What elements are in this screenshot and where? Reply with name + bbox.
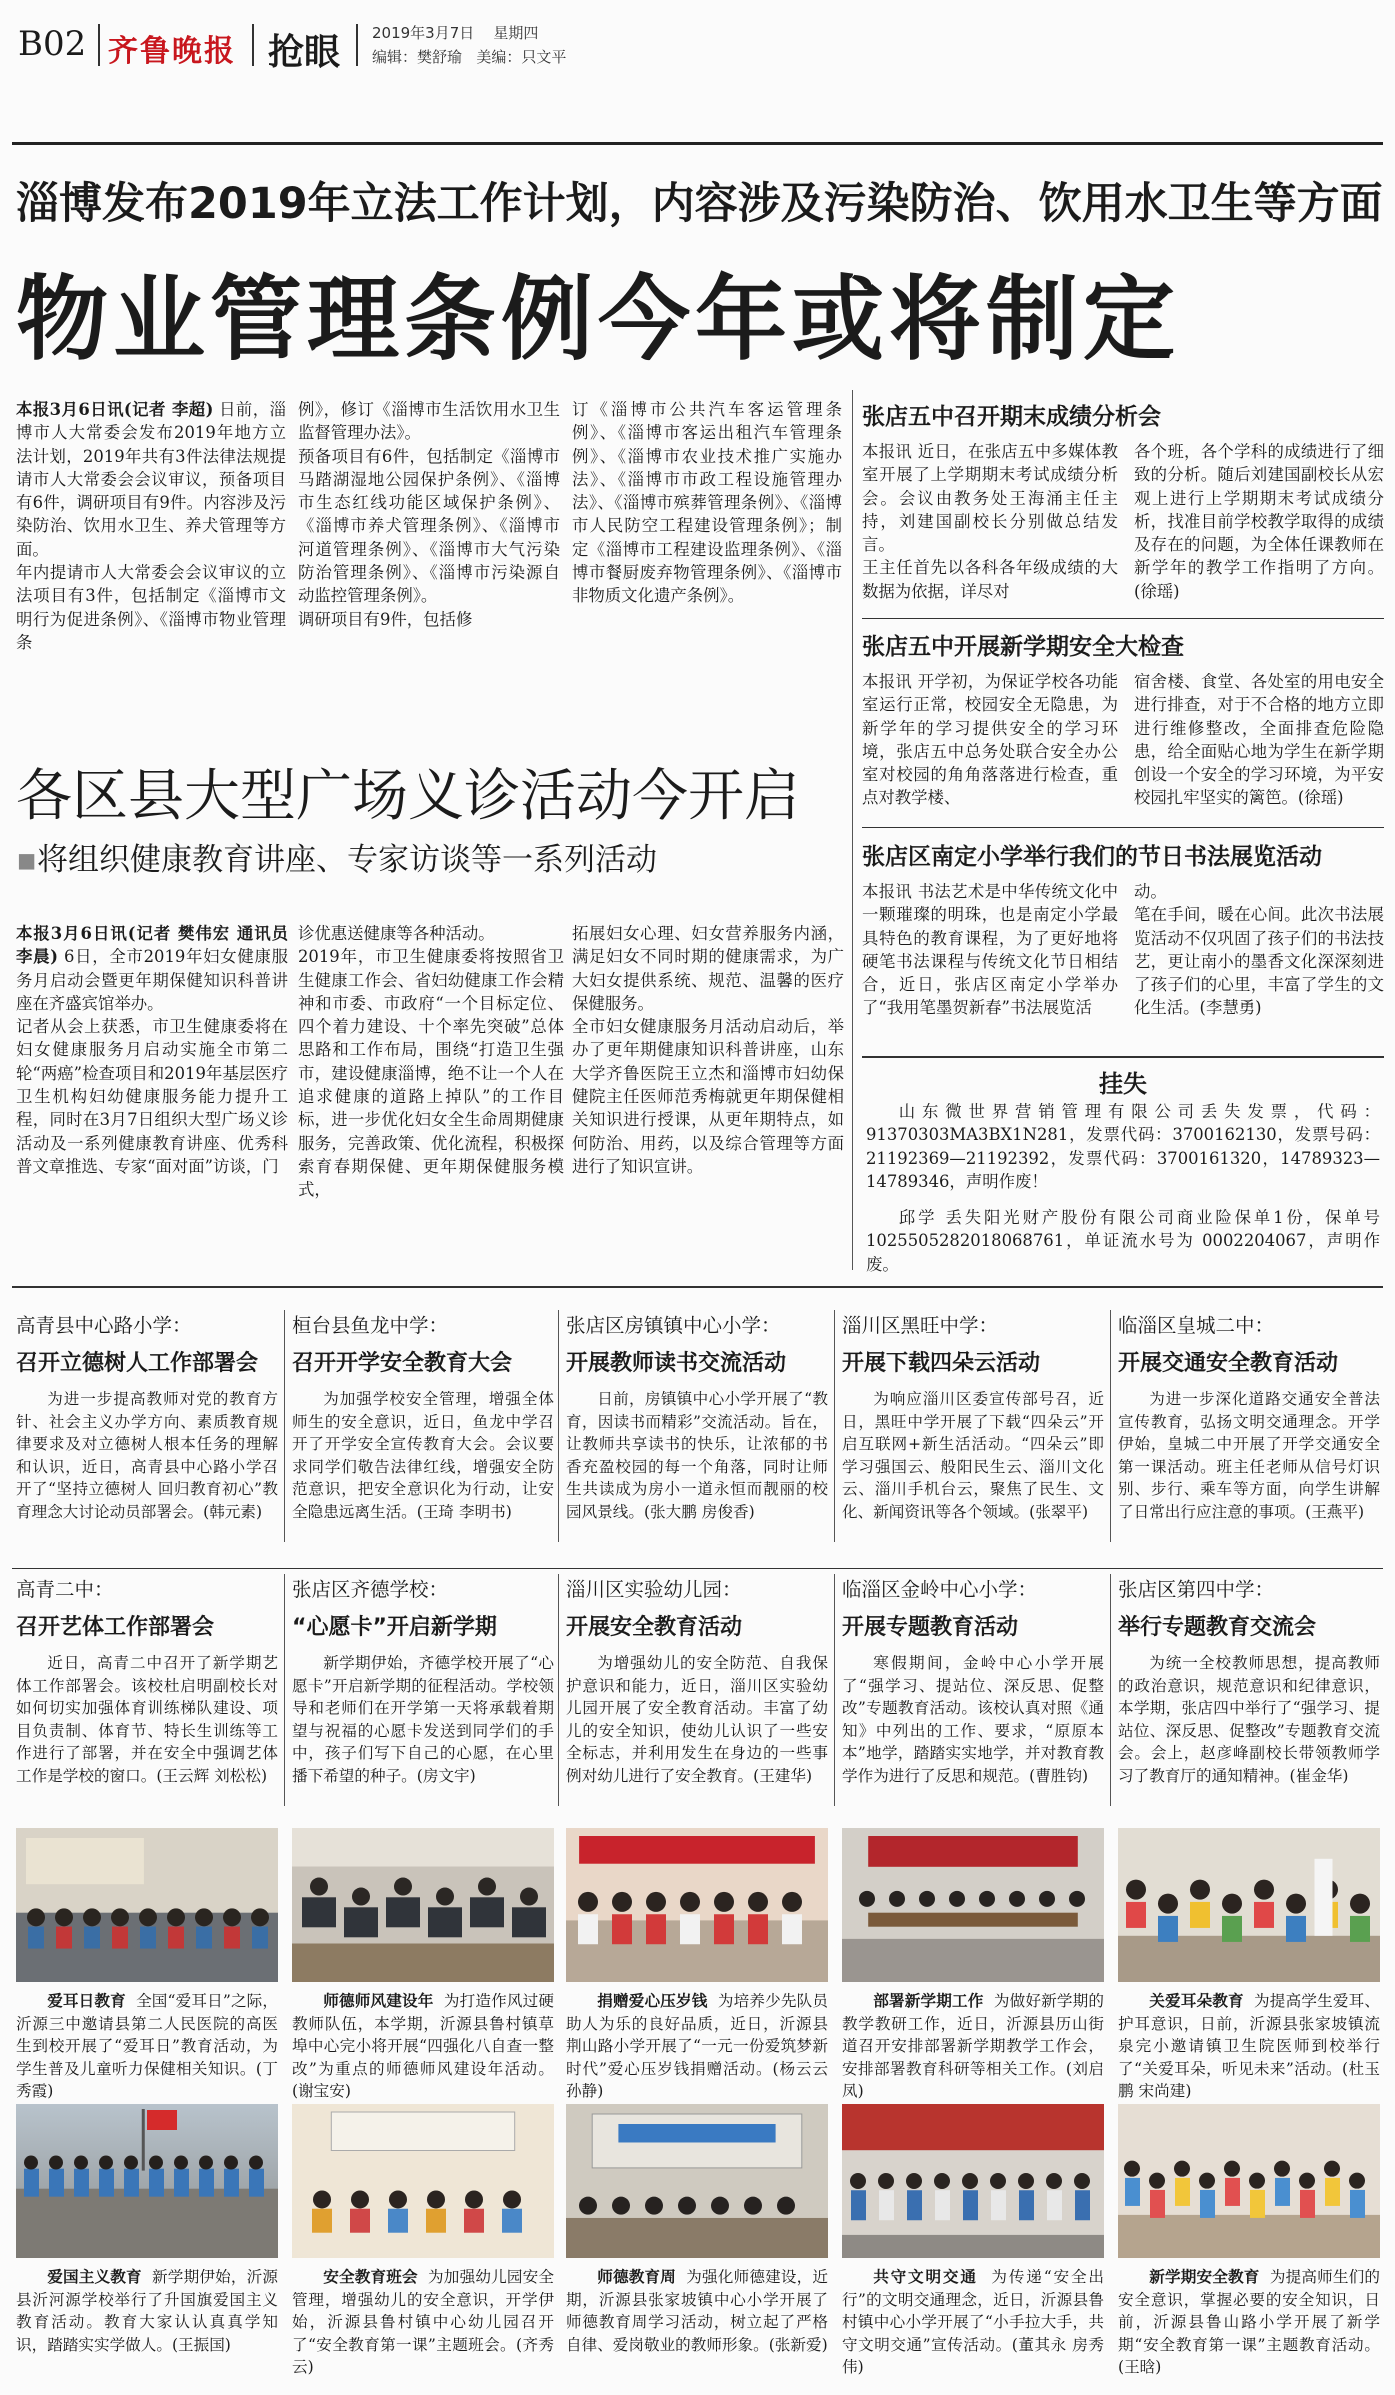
header-divider [356,24,358,66]
school-name: 张店区房镇镇中心小学： [566,1314,781,1337]
lead-byline: 本报3月6日讯(记者 李超) [16,400,214,419]
photo-caption [1118,2266,1380,2377]
block-title: 举行专题教育交流会 [1118,1615,1317,1640]
section-rule [12,1286,1383,1288]
photo-caption-text: 全国“爱耳日”之际，沂源三中邀请县第二人民医院的高医生到校开展了“爱耳日”教育活动，为学生普及儿童听力保健相关知识。(丁秀霞) [16,1992,278,2101]
issue-date: 2019年3月7日 星期四 [372,24,539,42]
photo-caption-text: 为打造作风过硬教师队伍，本学期，沂源县鲁村镇草埠中心完小将开展“四强化八自查一整改”为重点的师德师风建设年活动。(谢宝安) [292,1992,554,2101]
photo-caption-title: 爱耳日教育 [47,1991,126,2010]
block-title: 开展安全教育活动 [566,1615,743,1640]
photo-caption-title: 安全教育班会 [323,2267,418,2286]
right-story-3-title: 张店区南定小学举行我们的节日书法展览活动 [862,844,1322,870]
news-photo [16,1828,278,1982]
school-name: 桓台县鱼龙中学： [292,1314,449,1337]
right-story-1-title: 张店五中召开期末成绩分析会 [862,404,1161,430]
photo-caption-text: 为传递“安全出行”的文明交通理念，近日，沂源县鲁村镇中心小学开展了“小手拉大手，共守文明交通”宣传活动。(董其永 房秀伟) [842,2268,1104,2377]
block-body: 寒假期间，金岭中心小学开展了“强学习、提站位、深反思、促整改”专题教育活动。该校认真对照《通知》中列出的工作、要求，“原原本本”地学，踏踏实实地学，并对教育教学作为进行了反思和规范。(曹胜钧) [842,1654,1104,1786]
photo-caption [292,1990,554,2101]
column-divider [558,1310,559,1542]
column-divider [284,1310,285,1542]
school-name: 临淄区皇城二中： [1118,1314,1275,1337]
news-photo [842,1828,1104,1982]
news-photo [1118,2104,1380,2258]
block-title: “心愿卡”开启新学期 [292,1615,497,1640]
school-name: 淄川区黑旺中学： [842,1314,999,1337]
header-rule [12,142,1383,145]
right-story-1-col2: 各个班，各个学科的成绩进行了细致的分析。随后刘建国副校长从宏观上进行上学期期末考试成绩分析，找准目前学校教学取得的成绩及存在的问题，为全体任课教师在新学年的教学工作指明了方向。(徐瑶) [1134,442,1384,601]
right-story-3-col1: 本报讯 书法艺术是中华传统文化中一颗璀璨的明珠，也是南定小学最具特色的教育课程，为了更好地将硬笔书法课程与传统文化节日相结合，近日，张店区南定小学举办了“我用笔墨贺新春”书法展览活 [862,882,1118,1018]
photo-caption [292,2266,554,2377]
lead-kicker: 淄博发布2019年立法工作计划，内容涉及污染防治、饮用水卫生等方面 [16,179,1383,229]
divider [862,618,1384,619]
news-photo [292,1828,554,1982]
block-body: 为加强学校安全管理，增强全体师生的安全意识，近日，鱼龙中学召开了开学安全宣传教育大会。会议要求同学们敬告法律红线，增强安全防范意识，把安全意识化为行动，让安全隐患远离生活。(王琦 李明书) [292,1390,554,1522]
newspaper-logo: 齐鲁晚报 [108,34,236,69]
photo-caption [16,2266,278,2366]
photo-caption-text: 为做好新学期的教学教研工作，近日，沂源县历山街道召开安排部署新学期教学工作会，安排部署教育科研等相关工作。(刘启凤) [842,1992,1104,2101]
photo-caption-text: 为提高师生们的安全意识，掌握必要的安全知识，日前，沂源县鲁山路小学开展了新学期“安全教育第一课”主题教育活动。(王晗) [1118,2268,1380,2377]
block-title: 开展教师读书交流活动 [566,1351,787,1376]
column-divider [834,1310,835,1542]
photo-caption [842,1990,1104,2101]
news-photo [16,2104,278,2258]
block-body: 为进一步提高教师对党的教育方针、社会主义办学方向、素质教育规律要求及对立德树人根本任务的理解和认识，近日，高青县中心路小学召开了“坚持立德树人 回归教育初心”教育理念大讨论动员部署会。(韩元素) [16,1390,278,1522]
news-photo [1118,1828,1380,1982]
clinic-subhead: ▪将组织健康教育讲座、专家访谈等一系列活动 [16,842,658,878]
photo-caption [1118,1990,1380,2101]
block-title: 开展交通安全教育活动 [1118,1351,1339,1376]
column-divider [834,1574,835,1806]
photo-caption [566,2266,828,2366]
block-body: 为增强幼儿的安全防范、自我保护意识和能力，近日，淄川区实验幼儿园开展了安全教育活动。丰富了幼儿的安全知识，使幼儿认识了一些安全标志，并利用发生在身边的一些事例对幼儿进行了安全教育。(王建华) [566,1654,828,1786]
block-body: 近日，高青二中召开了新学期艺体工作部署会。该校杜启明副校长对如何切实加强体育训练梯队建设、项目负责制、体育节、特长生训练等工作进行了部署，并在安全中强调艺体工作是学校的窗口。(王云辉 刘松松) [16,1654,278,1786]
column-divider [852,390,853,1270]
right-story-2-col2: 宿舍楼、食堂、各处室的用电安全进行排查，对于不合格的地方立即进行维修整改，全面排查危险隐患，给全面贴心地为学生在新学期创设一个安全的学习环境，为平安校园扎牢坚实的篱笆。(徐瑶) [1134,672,1384,808]
photo-caption-title: 爱国主义教育 [47,2267,142,2286]
column-divider [284,1574,285,1806]
section-title: 抢眼 [268,32,341,73]
clinic-byline: 本报3月6日讯(记者 樊伟宏 通讯员 李晨) [16,924,288,967]
block-title: 开展下载四朵云活动 [842,1351,1041,1376]
lead-column-1 [16,398,286,688]
photo-caption-title: 师德师风建设年 [323,1991,434,2010]
lost-notice-text-2: 邱学 丢失阳光财产股份有限公司商业险保单1份，保单号1025505282018068761，单证流水号为 0002204067，声明作废。 [866,1208,1380,1274]
news-photo [842,2104,1104,2258]
school-name: 张店区齐德学校： [292,1578,449,1601]
clinic-headline: 各区县大型广场义诊活动今开启 [16,764,800,829]
block-body: 为进一步深化道路交通安全普法宣传教育，弘扬文明交通理念。开学伊始，皇城二中开展了开学交通安全第一课活动。班主任老师从信号灯识别、步行、乘车等方面，向学生讲解了日常出行应注意的事项。(王燕平) [1118,1390,1380,1522]
block-body: 新学期伊始，齐德学校开展了“心愿卡”开启新学期的征程活动。学校领导和老师们在开学第一天将承载着期望与祝福的心愿卡发送到同学们的手中，孩子们写下自己的心愿，在心里播下希望的种子。(房文宇) [292,1654,554,1786]
photo-caption-text: 新学期伊始，沂源县沂河源学校举行了升国旗爱国主义教育活动。教育大家认认真真学知识，踏踏实实学做人。(王振国) [16,2268,278,2354]
block-body: 为响应淄川区委宣传部号召，近日，黑旺中学开展了下载“四朵云”开启互联网+新生活活动。“四朵云”即学习强国云、般阳民生云、淄川文化云、淄川手机台云，聚焦了民生、文化、新闻资讯等各个领域。(张翠平) [842,1390,1104,1522]
divider [862,1056,1384,1058]
photo-caption [16,1990,278,2101]
photo-caption-title: 部署新学期工作 [873,1991,984,2010]
photo-caption-text: 为强化师德建设，近期，沂源县张家坡镇中心小学开展了师德教育周学习活动，树立起了严格自律、爱岗敬业的教师形象。(张新爱) [566,2268,828,2354]
photo-caption-text: 为加强幼儿园安全管理，增强幼儿的安全意识，开学伊始，沂源县鲁村镇中心幼儿园召开了“安全教育第一课”主题班会。(齐秀云) [292,2268,554,2377]
photo-caption-title: 捐赠爱心压岁钱 [597,1991,708,2010]
photo-caption [842,2266,1104,2377]
block-title: 开展专题教育活动 [842,1615,1019,1640]
school-name: 临淄区金岭中心小学： [842,1578,1038,1601]
lead-headline: 物业管理条例今年或将制定 [16,266,1181,373]
lead-column-2: 例》，修订《淄博市生活饮用水卫生监督管理办法》。 预备项目有6件，包括制定《淄博市马踏湖湿地公园保护条例》、《淄博市生态红线功能区域保护条例》、《淄博市养犬管理条例》、《淄博市河道管理条例》、《淄博市大气污染防治管理条例》、《淄博市污染源自动监控管理条例》。 调研项目有9件，包括修 [298,400,560,629]
header-divider [98,24,100,66]
lead-column-3: 订《淄博市公共汽车客运管理条例》、《淄博市客运出租汽车管理条例》、《淄博市农业技术推广实施办法》、《淄博市市政工程设施管理办法》、《淄博市殡葬管理条例》、《淄博市人民防空工程建设管理条例》；制定《淄博市工程建设监理条例》、《淄博市餐厨废弃物管理条例》、《淄博市非物质文化遗产条例》。 [572,400,842,606]
school-name: 高青县中心路小学： [16,1314,192,1337]
lost-notice-text-1: 山东微世界营销管理有限公司丢失发票，代码：91370303MA3BX1N281，发票代码：3700162130，发票号码：21192369—21192392，发票代码：3700161320，14789323—14789346，声明作废！ [866,1102,1380,1191]
clinic-column-3: 拓展妇女心理、妇女营养服务内涵，满足妇女不同时期的健康需求，为广大妇女提供系统、规范、温馨的医疗保健服务。 全市妇女健康服务月活动启动后，举办了更年期健康知识科普讲座，山东大学齐鲁医院王立杰和淄博市妇幼保健院主任医师范秀梅就更年期保健相关知识进行授课，从更年期特点，如何防治、用药，以及综合管理等方面进行了知识宣讲。 [572,924,844,1176]
news-photo [566,1828,828,1982]
column-divider [558,1574,559,1806]
news-photo [292,2104,554,2258]
photo-caption-title: 关爱耳朵教育 [1149,1991,1244,2010]
clinic-column-1 [16,922,288,1277]
lead-text-1: 日前，淄博市人大常委会发布2019年地方立法计划，2019年共有3件法律法规提请市人大常委会会议审议，预备项目有6件，调研项目有9件。内容涉及污染防治、饮用水卫生、养犬管理等方面。 年内提请市人大常委会会议审议的立法项目有3件，包括制定《淄博市文明行为促进条例》、《淄博市物业管理条 [16,400,287,652]
right-story-2-title: 张店五中开展新学期安全大检查 [862,634,1184,660]
photo-caption [566,1990,828,2101]
photo-caption-title: 新学期安全教育 [1149,2267,1260,2286]
editor-credits: 编辑：樊舒瑜 美编：只文平 [372,48,567,66]
lost-notice-title: 挂失 [1099,1070,1147,1098]
block-title: 召开立德树人工作部署会 [16,1351,259,1376]
clinic-column-2: 诊优惠送健康等各种活动。 2019年，市卫生健康委将按照省卫生健康工作会、省妇幼健康工作会精神和市委、市政府“一个目标定位、四个着力建设、十个率先突破”总体思路和工作布局，围绕“打造卫生强市，建设健康淄博，绝不让一个人在追求健康的道路上掉队”的工作目标，进一步优化妇女全生命周期健康服务，完善政策、优化流程，积极探索育春期保健、更年期保健服务模式， [298,924,564,1200]
right-story-3-col2: 动。 笔在手间，暖在心间。此次书法展览活动不仅巩固了孩子们的书法技艺，更让南小的墨香文化深深刻进了孩子们的心里，丰富了学生的文化生活。(李慧勇) [1134,882,1384,1018]
news-photo [566,2104,828,2258]
right-story-2-col1: 本报讯 开学初，为保证学校各功能室运行正常，校园安全无隐患，为新学年的学习提供安全的学习环境，张店五中总务处联合安全办公室对校园的角角落落进行检查，重点对教学楼、 [862,672,1118,808]
school-name: 高青二中： [16,1578,114,1601]
school-name: 淄川区实验幼儿园： [566,1578,742,1601]
divider [12,1568,1383,1569]
photo-caption-text: 为培养少先队员助人为乐的良好品质，近日，沂源县荆山路小学开展了“一元一份爱筑梦新时代”爱心压岁钱捐赠活动。(杨云云 孙静) [566,1992,828,2101]
right-story-1-col1: 本报讯 近日，在张店五中多媒体教室开展了上学期期末考试成绩分析会。会议由教务处王海涌主任主持，刘建国副校长分别做总结发言。 王主任首先以各科各年级成绩的大数据为依据，详尽对 [862,442,1118,601]
photo-caption-text: 为提高学生爱耳、护耳意识，日前，沂源县张家坡镇流泉完小邀请镇卫生院医师到校举行了“关爱耳朵，听见未来”活动。(杜玉鹏 宋尚建) [1118,1992,1380,2101]
photo-caption-title: 共守文明交通 [873,2267,978,2286]
clinic-text-1: 6日，全市2019年妇女健康服务月启动会暨更年期保健知识科普讲座在齐盛宾馆举办。 记者从会上获悉，市卫生健康委将在妇女健康服务月启动实施全市第二轮“两癌”检查项目和2019年基层医疗卫生机构妇幼健康服务能力提升工程，同时在3月7日组织大型广场义诊活动及一系列健康教育讲座、优秀科普文章推选、专家“面对面”访谈，门 [16,947,289,1176]
divider [862,827,1384,828]
photo-caption-title: 师德教育周 [597,2267,677,2286]
block-body: 为统一全校教师思想，提高教师的政治意识，规范意识和纪律意识，本学期，张店四中举行了“强学习、提站位、深反思、促整改”专题教育交流会。会上，赵彦峰副校长带领教师学习了教育厅的通知精神。(崔金华) [1118,1654,1380,1786]
column-divider [1110,1574,1111,1806]
block-title: 召开开学安全教育大会 [292,1351,513,1376]
column-divider [1110,1310,1111,1542]
header-divider [252,24,254,66]
block-body: 日前，房镇镇中心小学开展了“教育，因读书而精彩”交流活动。旨在，让教师共享读书的快乐，让浓郁的书香充盈校园的每一个角落，同时让师生共读成为房小一道永恒而靓丽的校园风景线。(张大鹏 房俊香) [566,1390,828,1522]
school-name: 张店区第四中学： [1118,1578,1275,1601]
block-title: 召开艺体工作部署会 [16,1615,215,1640]
page-number: B02 [18,24,87,64]
